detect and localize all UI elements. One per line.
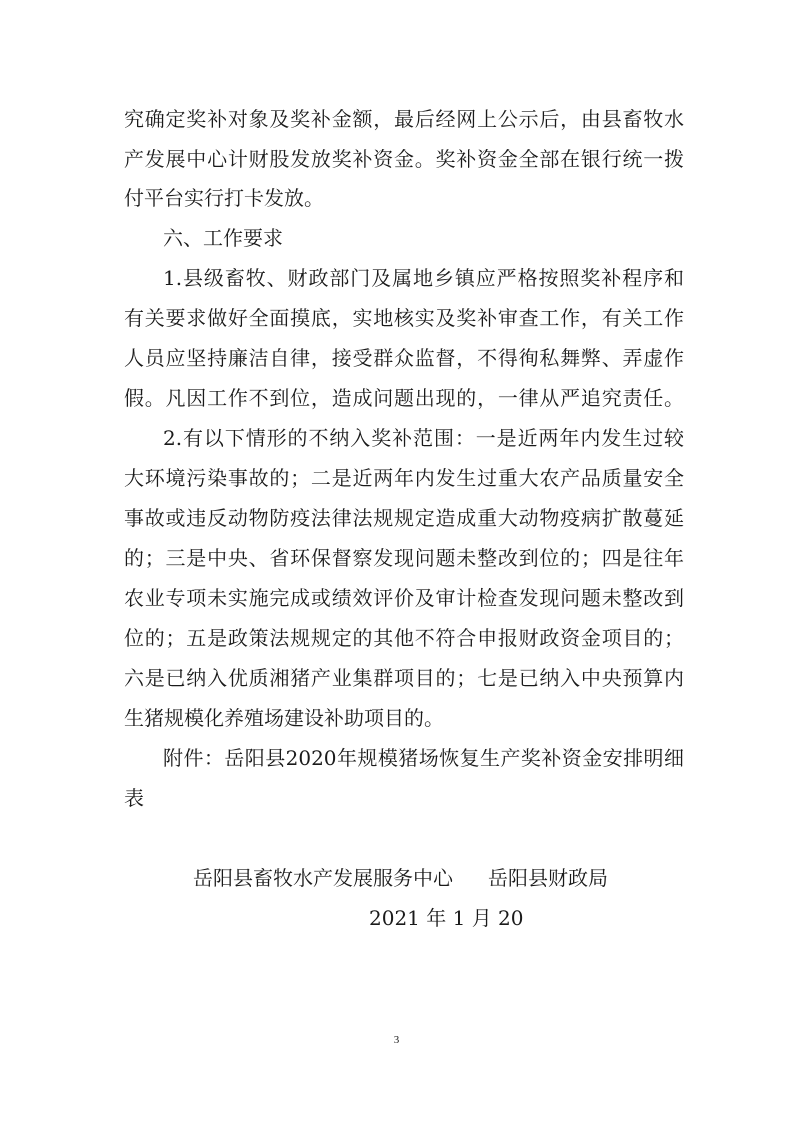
- page-number: 3: [393, 1034, 400, 1046]
- paragraph-line: 2.有以下情形的不纳入奖补范围：一是近两年内发生过较: [163, 426, 684, 450]
- paragraph-line: 人员应坚持廉洁自律，接受群众监督，不得徇私舞弊、弄虚作: [124, 346, 684, 370]
- paragraph-line: 大环境污染事故的；二是近两年内发生过重大农产品质量安全: [124, 466, 684, 490]
- signature-org-2: 岳阳县财政局: [488, 866, 608, 890]
- attachment-line: 附件：岳阳县2020年规模猪场恢复生产奖补资金安排明细: [163, 746, 684, 770]
- paragraph-line: 有关要求做好全面摸底，实地核实及奖补审查工作，有关工作: [124, 306, 684, 330]
- paragraph-line: 事故或违反动物防疫法律法规规定造成重大动物疫病扩散蔓延: [124, 506, 684, 530]
- paragraph-line: 付平台实行打卡发放。: [124, 186, 324, 210]
- signature-date: 2021 年 1 月 20: [369, 906, 524, 930]
- paragraph-line: 的；三是中央、省环保督察发现问题未整改到位的；四是往年: [124, 546, 684, 570]
- paragraph-line: 1.县级畜牧、财政部门及属地乡镇应严格按照奖补程序和: [163, 266, 684, 290]
- paragraph-line: 产发展中心计财股发放奖补资金。奖补资金全部在银行统一拨: [124, 147, 684, 171]
- paragraph-line: 生猪规模化养殖场建设补助项目的。: [124, 706, 444, 730]
- signature-org-1: 岳阳县畜牧水产发展服务中心: [193, 866, 453, 890]
- paragraph-line: 位的；五是政策法规规定的其他不符合申报财政资金项目的；: [124, 626, 684, 650]
- paragraph-line: 究确定奖补对象及奖补金额，最后经网上公示后，由县畜牧水: [124, 107, 684, 131]
- attachment-line: 表: [124, 786, 144, 810]
- paragraph-line: 农业专项未实施完成或绩效评价及审计检查发现问题未整改到: [124, 586, 684, 610]
- paragraph-line: 假。凡因工作不到位，造成问题出现的，一律从严追究责任。: [124, 386, 684, 410]
- section-heading: 六、工作要求: [163, 226, 283, 250]
- paragraph-line: 六是已纳入优质湘猪产业集群项目的；七是已纳入中央预算内: [124, 666, 684, 690]
